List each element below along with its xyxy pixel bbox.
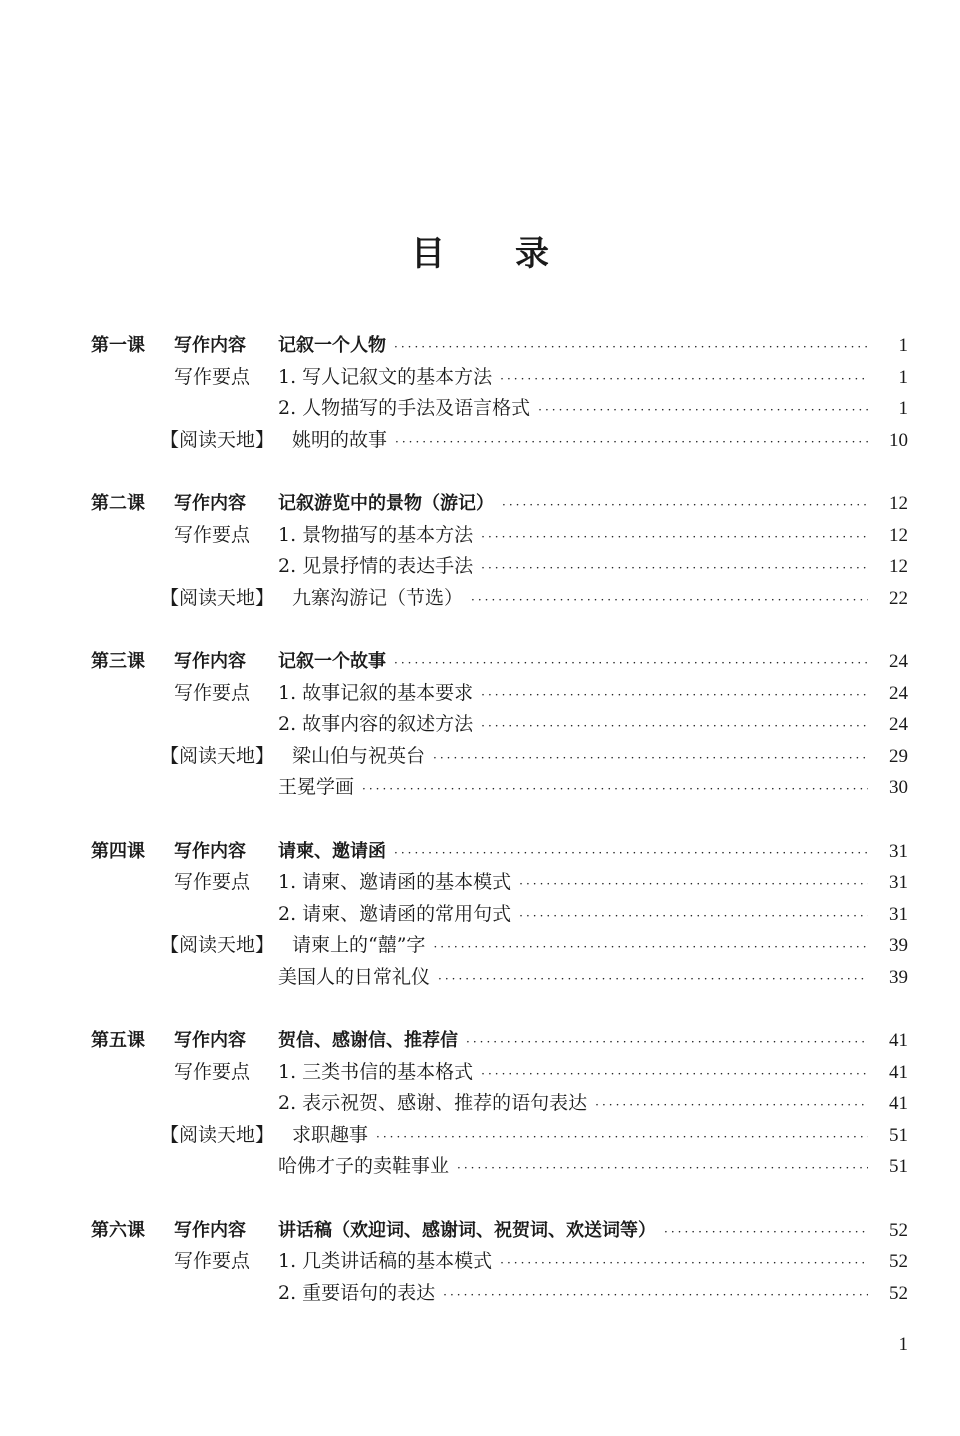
entry-title: 美国人的日常礼仪 [278, 965, 431, 988]
dot-leader [394, 648, 868, 680]
points-label: 写作要点 [174, 1250, 251, 1272]
entry-page: 41 [889, 1061, 908, 1083]
dot-leader [443, 1280, 868, 1312]
lesson-section [0, 1215, 960, 1310]
entry-page: 31 [889, 903, 908, 925]
entry-title: 记叙一个故事 [278, 651, 386, 672]
entry-title: 1. 几类讲话稿的基本模式 [278, 1250, 493, 1272]
entry-page: 41 [889, 1030, 908, 1051]
reading-label: 【阅读天地】 [160, 428, 275, 451]
lesson-section [0, 330, 960, 456]
dot-leader [502, 490, 868, 522]
entry-title: 讲话稿（欢迎词、感谢词、祝贺词、欢送词等） [278, 1219, 656, 1241]
entry-page: 12 [889, 556, 908, 577]
entry-page: 29 [889, 745, 908, 767]
entry-title: 请柬上的“囍”字 [292, 934, 426, 956]
entry-page: 41 [889, 1093, 908, 1114]
entry-page: 22 [889, 587, 908, 609]
toc-row [0, 1151, 960, 1183]
dot-leader [433, 932, 868, 964]
entry-title: 记叙一个人物 [278, 335, 386, 356]
toc-row [0, 646, 960, 678]
entry-page: 39 [889, 935, 908, 956]
toc-entry[interactable] [278, 551, 908, 585]
entry-page: 24 [889, 651, 908, 672]
toc-entry[interactable] [278, 836, 908, 870]
content-label: 写作内容 [174, 651, 246, 672]
entry-title: 2. 重要语句的表达 [278, 1281, 436, 1304]
lesson-section [0, 836, 960, 994]
toc-entry[interactable] [292, 930, 908, 964]
toc-row [0, 772, 960, 804]
reading-label: 【阅读天地】 [160, 744, 275, 767]
points-label: 写作要点 [174, 871, 251, 893]
toc-row [0, 330, 960, 362]
dot-leader [664, 1217, 868, 1249]
toc-entry[interactable] [278, 1215, 908, 1249]
toc-entry[interactable] [278, 520, 908, 554]
toc-row [0, 1025, 960, 1057]
entry-page: 51 [889, 1124, 908, 1146]
reading-label: 【阅读天地】 [160, 934, 275, 956]
toc-entry[interactable] [278, 393, 908, 427]
toc-row [0, 1278, 960, 1310]
dot-leader [438, 964, 868, 996]
toc-entry[interactable] [278, 1088, 908, 1122]
content-label: 写作内容 [174, 335, 246, 356]
lesson-name: 第六课 [91, 1219, 145, 1241]
toc-row [0, 899, 960, 931]
toc-entry[interactable] [278, 488, 908, 522]
toc-entry[interactable] [278, 867, 908, 901]
dot-leader [500, 1248, 868, 1280]
toc-row [0, 583, 960, 615]
entry-page: 51 [889, 1156, 908, 1177]
dot-leader [466, 1027, 868, 1059]
toc-row [0, 741, 960, 773]
entry-page: 30 [889, 777, 908, 798]
dot-leader [538, 395, 868, 427]
toc-row [0, 836, 960, 868]
dot-leader [481, 1059, 868, 1091]
entry-page: 52 [889, 1251, 908, 1272]
entry-page: 52 [889, 1282, 908, 1304]
entry-page: 12 [889, 493, 908, 514]
entry-title: 王冕学画 [278, 776, 355, 798]
toc-row [0, 488, 960, 520]
entry-title: 请柬、邀请函 [278, 840, 386, 862]
entry-page: 1 [898, 335, 908, 356]
toc-entry[interactable] [278, 1025, 908, 1059]
entry-title: 九寨沟游记（节选） [292, 586, 464, 609]
entry-title: 1. 故事记叙的基本要求 [278, 681, 474, 704]
lesson-section [0, 1025, 960, 1183]
toc-row [0, 1057, 960, 1089]
dot-leader [595, 1090, 868, 1122]
toc-row [0, 867, 960, 899]
points-label: 写作要点 [174, 365, 251, 388]
entry-title: 梁山伯与祝英台 [292, 744, 426, 767]
entry-title: 哈佛才子的卖鞋事业 [278, 1155, 450, 1177]
entry-title: 1. 三类书信的基本格式 [278, 1060, 474, 1083]
dot-leader [481, 680, 868, 712]
toc-row [0, 1120, 960, 1152]
page-number: 1 [898, 1334, 908, 1355]
toc-title: 目录 [411, 234, 619, 274]
toc-row [0, 962, 960, 994]
entry-title: 2. 请柬、邀请函的常用句式 [278, 902, 512, 925]
content-label: 写作内容 [174, 1219, 246, 1241]
reading-label: 【阅读天地】 [160, 586, 275, 609]
points-label: 写作要点 [174, 681, 251, 704]
dot-leader [481, 553, 868, 585]
table-of-contents [0, 330, 960, 1341]
content-label: 写作内容 [174, 840, 246, 862]
entry-page: 39 [889, 966, 908, 988]
entry-title: 求职趣事 [292, 1123, 369, 1146]
lesson-name: 第五课 [91, 1030, 145, 1051]
toc-entry[interactable] [278, 899, 908, 933]
points-label: 写作要点 [174, 1060, 251, 1083]
reading-label: 【阅读天地】 [160, 1123, 275, 1146]
points-label: 写作要点 [174, 523, 251, 546]
toc-entry[interactable] [278, 646, 908, 680]
entry-title: 2. 见景抒情的表达手法 [278, 555, 474, 577]
toc-entry[interactable] [278, 1057, 908, 1091]
toc-entry[interactable] [278, 962, 908, 996]
toc-entry[interactable] [278, 772, 908, 806]
dot-leader [394, 332, 868, 364]
entry-page: 52 [889, 1219, 908, 1241]
toc-row [0, 425, 960, 457]
dot-leader [457, 1153, 868, 1185]
entry-page: 1 [898, 398, 908, 419]
dot-leader [519, 869, 868, 901]
toc-entry[interactable] [292, 1120, 908, 1154]
dot-leader [471, 585, 868, 617]
entry-title: 1. 请柬、邀请函的基本模式 [278, 871, 512, 893]
entry-page: 1 [898, 366, 908, 388]
toc-row [0, 520, 960, 552]
dot-leader [433, 743, 868, 775]
dot-leader [481, 711, 868, 743]
toc-entry[interactable] [278, 1278, 908, 1312]
toc-row [0, 362, 960, 394]
toc-row [0, 930, 960, 962]
entry-page: 24 [889, 714, 908, 735]
toc-row [0, 1215, 960, 1247]
lesson-section [0, 646, 960, 804]
dot-leader [394, 838, 868, 870]
toc-entry[interactable] [278, 678, 908, 712]
toc-entry[interactable] [278, 362, 908, 396]
entry-title: 2. 表示祝贺、感谢、推荐的语句表达 [278, 1092, 588, 1114]
toc-row [0, 678, 960, 710]
entry-title: 1. 景物描写的基本方法 [278, 523, 474, 546]
entry-title: 2. 故事内容的叙述方法 [278, 713, 474, 735]
dot-leader [362, 774, 868, 806]
lesson-section [0, 488, 960, 614]
entry-title: 2. 人物描写的手法及语言格式 [278, 397, 531, 419]
entry-page: 31 [889, 840, 908, 862]
toc-entry[interactable] [292, 583, 908, 617]
entry-page: 10 [889, 429, 908, 451]
dot-leader [519, 901, 868, 933]
lesson-name: 第一课 [91, 335, 145, 356]
lesson-name: 第四课 [91, 840, 145, 862]
entry-page: 12 [889, 524, 908, 546]
lesson-name: 第三课 [91, 651, 145, 672]
entry-title: 1. 写人记叙文的基本方法 [278, 365, 493, 388]
entry-title: 记叙游览中的景物（游记） [278, 493, 494, 514]
lesson-name: 第二课 [91, 493, 145, 514]
dot-leader [481, 522, 868, 554]
entry-title: 贺信、感谢信、推荐信 [278, 1030, 458, 1051]
entry-page: 24 [889, 682, 908, 704]
toc-row [0, 1088, 960, 1120]
entry-title: 姚明的故事 [292, 428, 388, 451]
content-label: 写作内容 [174, 493, 246, 514]
dot-leader [500, 364, 868, 396]
toc-entry[interactable] [278, 709, 908, 743]
toc-row [0, 1246, 960, 1278]
toc-entry[interactable] [278, 1151, 908, 1185]
toc-entry[interactable] [292, 425, 908, 459]
toc-row [0, 551, 960, 583]
toc-row [0, 709, 960, 741]
toc-row [0, 393, 960, 425]
dot-leader [395, 427, 868, 459]
content-label: 写作内容 [174, 1030, 246, 1051]
toc-entry[interactable] [278, 1246, 908, 1280]
entry-page: 31 [889, 872, 908, 893]
toc-entry[interactable] [292, 741, 908, 775]
dot-leader [376, 1122, 868, 1154]
toc-entry[interactable] [278, 330, 908, 364]
